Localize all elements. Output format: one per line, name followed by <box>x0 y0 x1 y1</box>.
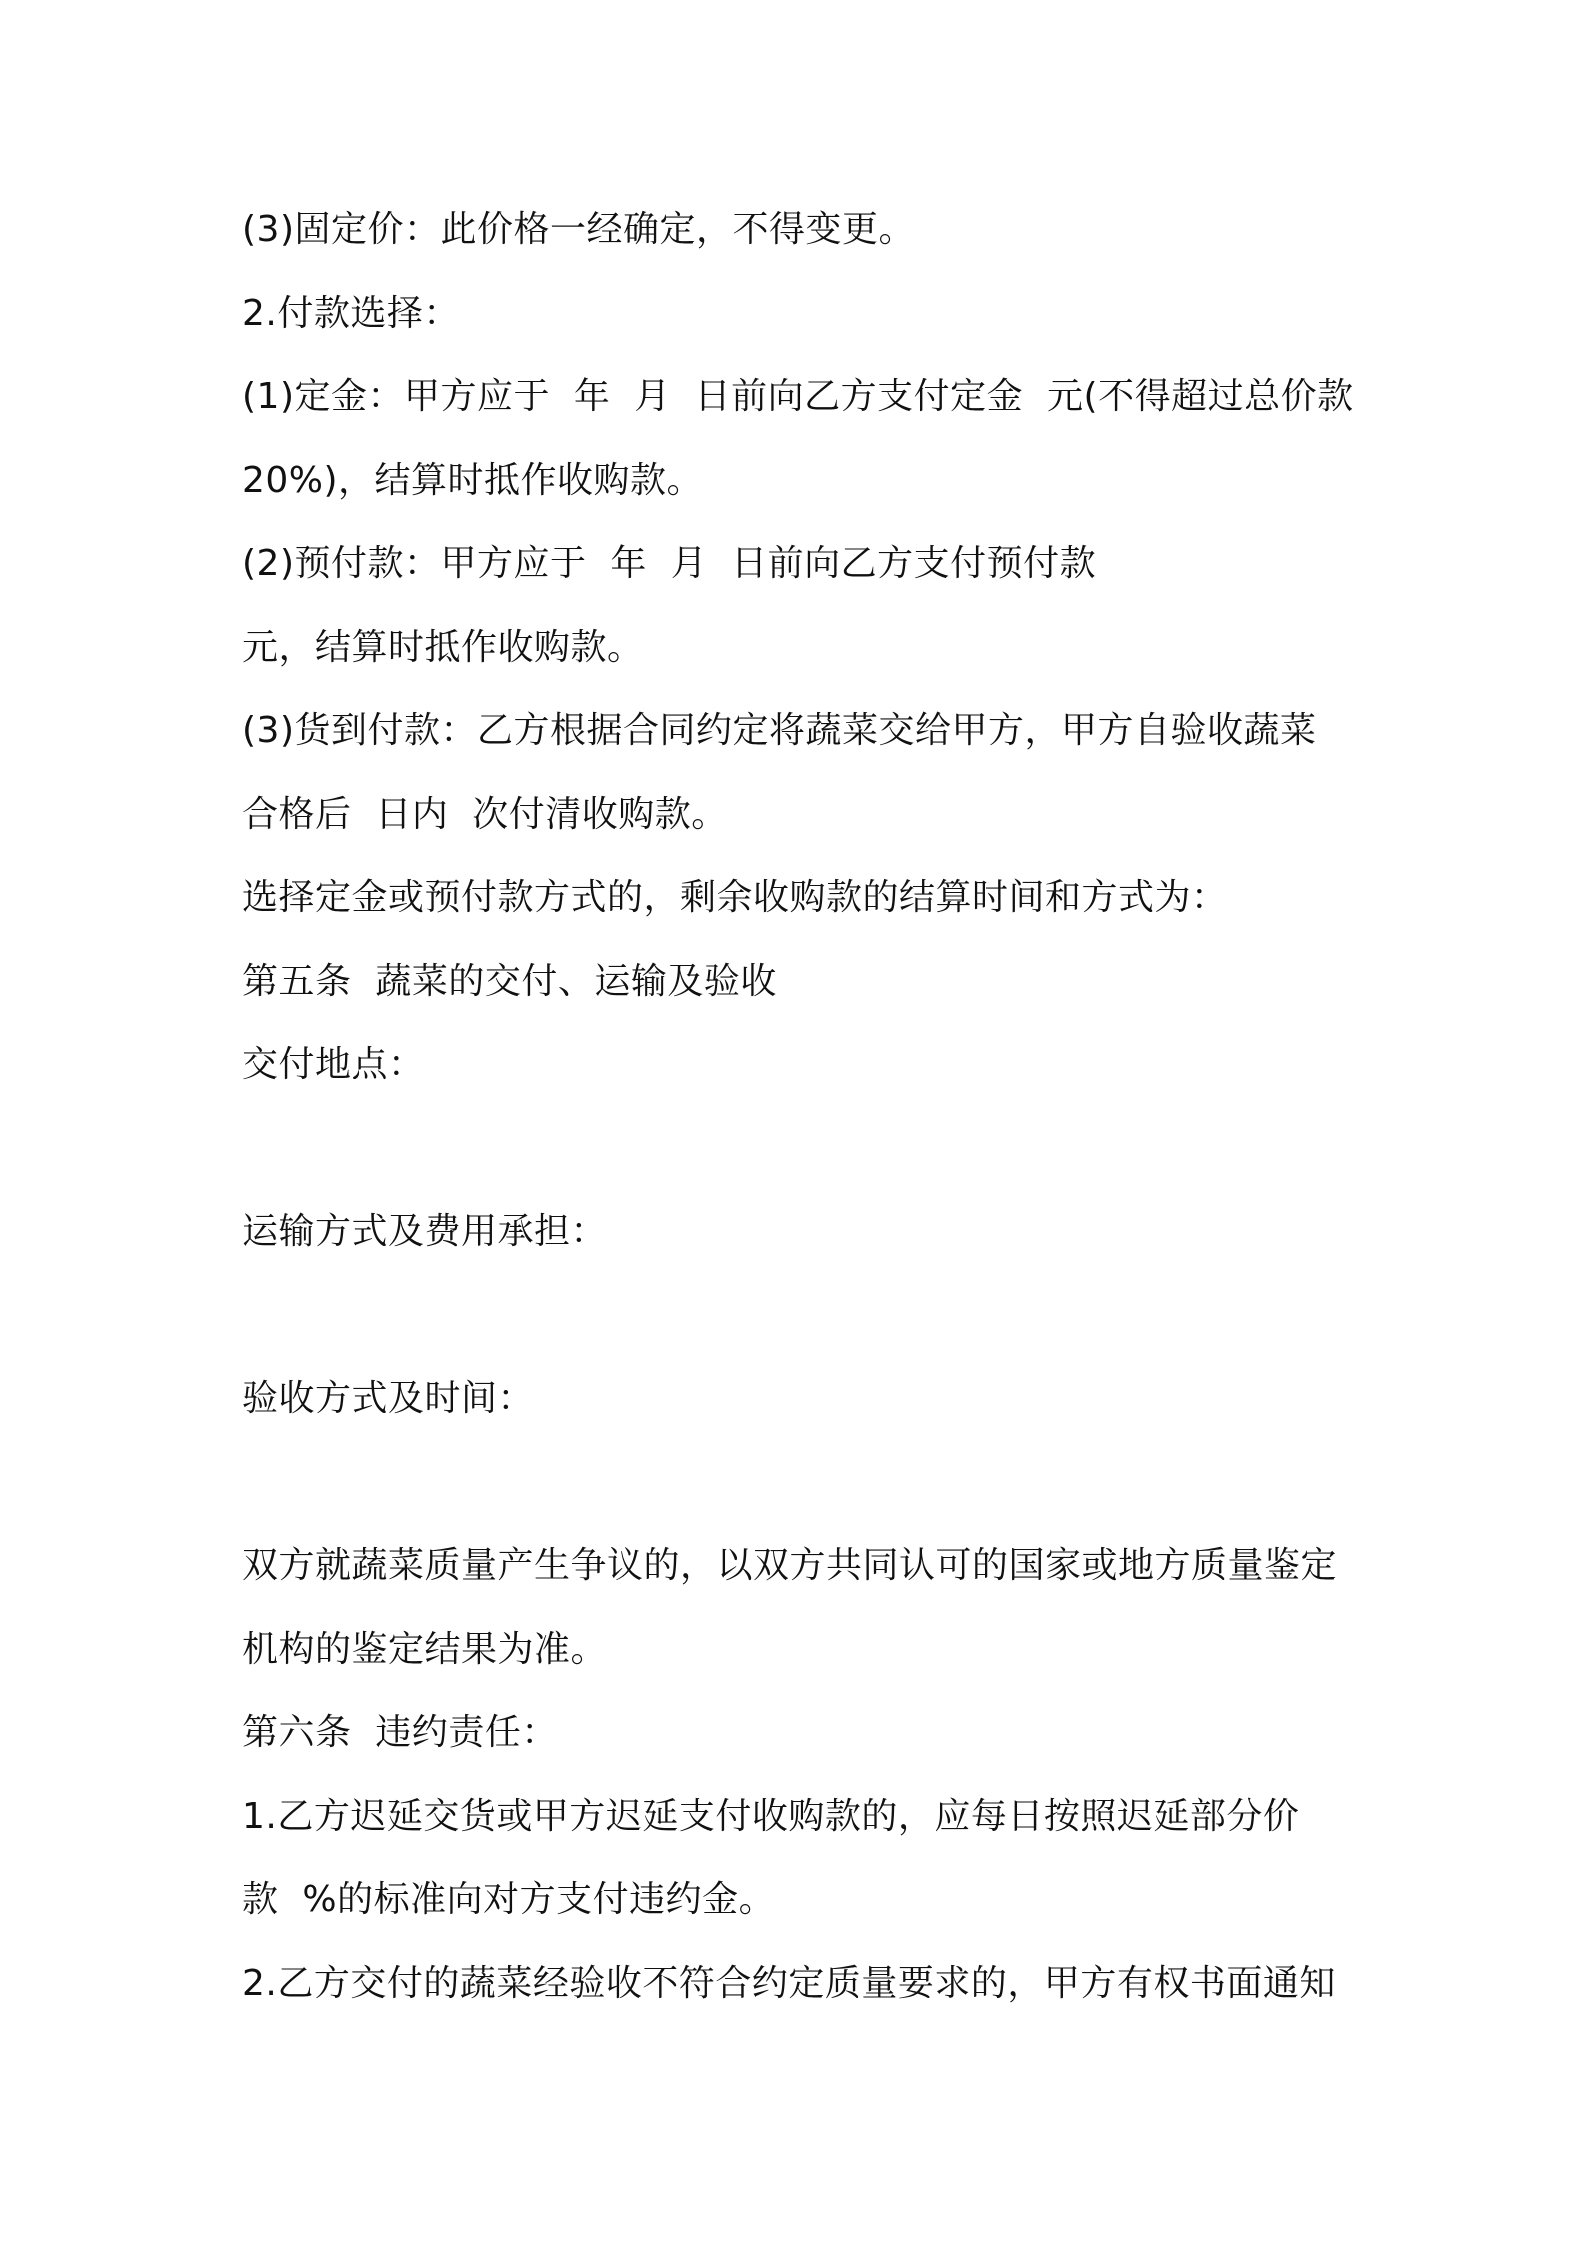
clause-cod-line1: (3)货到付款：乙方根据合同约定将蔬菜交给甲方，甲方自验收蔬菜 <box>242 710 1317 751</box>
heading-payment-options: 2.付款选择： <box>242 293 460 334</box>
clause-settlement: 选择定金或预付款方式的，剩余收购款的结算时间和方式为： <box>242 877 1228 918</box>
quality-dispute-line2: 机构的鉴定结果为准。 <box>242 1629 608 1670</box>
delivery-location: 交付地点： <box>242 1044 425 1085</box>
breach-clause-1-line1: 1.乙方迟延交货或甲方迟延支付收购款的，应每日按照迟延部分价 <box>242 1796 1300 1837</box>
clause-prepayment-line2: 元，结算时抵作收购款。 <box>242 627 644 668</box>
clause-deposit-line1: (1)定金：甲方应于 年 月 日前向乙方支付定金 元(不得超过总价款 <box>242 376 1354 417</box>
clause-fixed-price: (3)固定价：此价格一经确定，不得变更。 <box>242 209 915 250</box>
quality-dispute-line1: 双方就蔬菜质量产生争议的，以双方共同认可的国家或地方质量鉴定 <box>242 1545 1338 1586</box>
transport-method: 运输方式及费用承担： <box>242 1211 608 1252</box>
article-five-heading: 第五条 蔬菜的交付、运输及验收 <box>242 961 777 1002</box>
breach-clause-2-line1: 2.乙方交付的蔬菜经验收不符合约定质量要求的，甲方有权书面通知 <box>242 1963 1336 2004</box>
article-six-heading: 第六条 违约责任： <box>242 1712 558 1753</box>
clause-deposit-line2: 20%)，结算时抵作收购款。 <box>242 460 704 501</box>
clause-cod-line2: 合格后 日内 次付清收购款。 <box>242 794 728 835</box>
clause-prepayment-line1: (2)预付款：甲方应于 年 月 日前向乙方支付预付款 <box>242 543 1097 584</box>
acceptance-method: 验收方式及时间： <box>242 1378 535 1419</box>
breach-clause-1-line2: 款 %的标准向对方支付违约金。 <box>242 1879 776 1920</box>
